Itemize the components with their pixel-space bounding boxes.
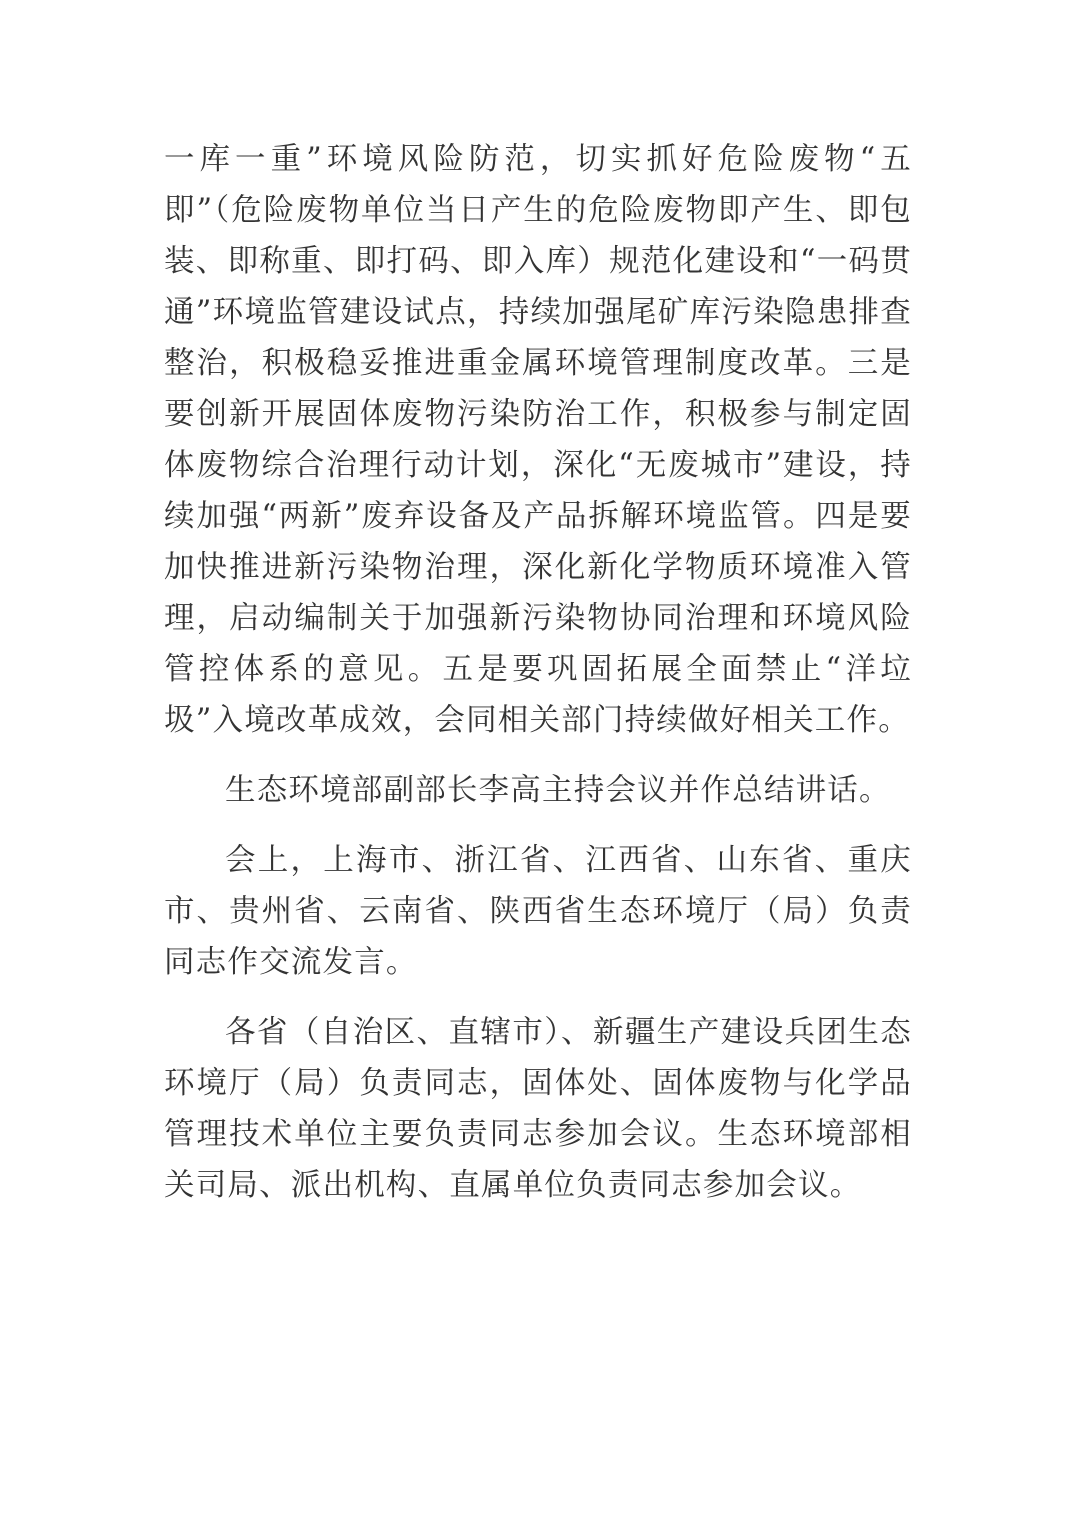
- paragraph-chair: 生态环境部副部长李高主持会议并作总结讲话。: [225, 773, 891, 808]
- paragraph-continued: 一库一重”环境风险防范，切实抓好危险废物“五即”（危险废物单位当日产生的危险废物即产生、即包装、即称重、即打码、即入库）规范化建设和“一码贯通”环境监管建设试点，持续加强尾矿库污染隐患排查整治，积极稳妥推进重金属环境管理制度改革。三是要创新开展固体废物污染防治工作，积极参与制定固体废物综合治理行动计划，深化“无废城市”建设，持续加强“两新”废弃设备及产品拆解环境监管。四是要加快推进新污染物治理，深化新化学物质环境准入管理，启动编制关于加强新污染物协同治理和环境风险管控体系的意见。五是要巩固拓展全面禁止“洋垃圾”入境改革成效，会同相关部门持续做好相关工作。: [164, 142, 912, 738]
- paragraph-attendees: 各省（自治区、直辖市）、新疆生产建设兵团生态环境厅（局）负责同志，固体处、固体废物与化学品管理技术单位主要负责同志参加会议。生态环境部相关司局、派出机构、直属单位负责同志参加会议。: [164, 1015, 912, 1203]
- paragraph-speakers: 会上，上海市、浙江省、江西省、山东省、重庆市、贵州省、云南省、陕西省生态环境厅（局）负责同志作交流发言。: [164, 843, 912, 980]
- document-body: [164, 134, 912, 1211]
